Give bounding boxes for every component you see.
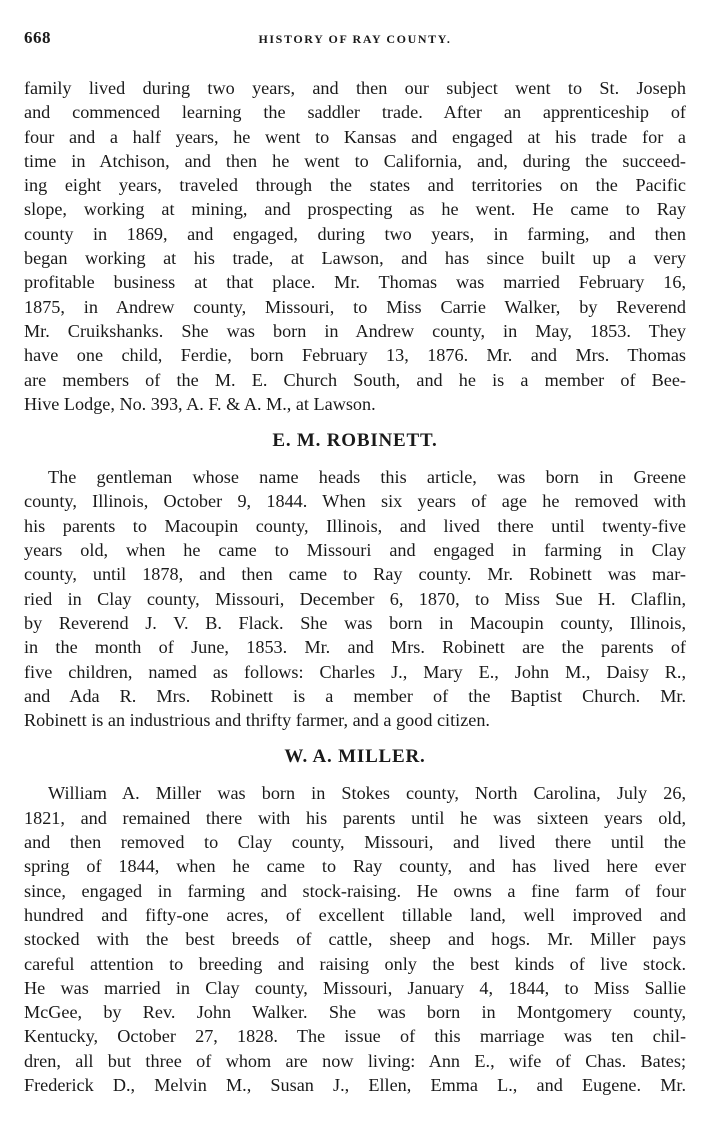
text-line: McGee, by Rev. John Walker. She was born in Montgomery county, [24, 1002, 686, 1023]
text-line: careful attention to breeding and raising only the best kinds of live stock. [24, 953, 686, 974]
text-line: spring of 1844, when he came to Ray county, and has lived here ever [24, 856, 686, 877]
text-line: county in 1869, and engaged, during two years, in farming, and then [24, 223, 686, 244]
text-line: and Ada R. Mrs. Robinett is a member of the Baptist Church. Mr. [24, 685, 686, 706]
thomas-biography [24, 76, 686, 416]
text-line: The gentleman whose name heads this article, was born in Greene [48, 467, 686, 488]
text-line: William A. Miller was born in Stokes county, North Carolina, July 26, [48, 783, 686, 804]
text-line: Robinett is an industrious and thrifty farmer, and a good citizen. [24, 710, 490, 731]
robinett-biography [24, 465, 686, 732]
page-number: 668 [24, 28, 51, 47]
text-line: began working at his trade, at Lawson, and has since built up a very [24, 248, 686, 269]
text-line: and then removed to Clay county, Missouri, and lived there until the [24, 832, 686, 853]
text-line: ried in Clay county, Missouri, December 6, 1870, to Miss Sue H. Claflin, [24, 588, 686, 609]
text-line: by Reverend J. V. B. Flack. She was born in Macoupin county, Illinois, [24, 612, 686, 633]
text-line: county, until 1878, and then came to Ray county. Mr. Robinett was mar- [24, 564, 686, 585]
text-line: 1821, and remained there with his parents until he was sixteen years old, [24, 807, 686, 828]
paragraph [24, 465, 686, 732]
text-line: his parents to Macoupin county, Illinois, and lived there until twenty-five [24, 515, 686, 536]
text-line: four and a half years, he went to Kansas and engaged at his trade for a [24, 126, 686, 147]
text-line: since, engaged in farming and stock-raising. He owns a fine farm of four [24, 880, 686, 901]
text-line: county, Illinois, October 9, 1844. When six years of age he removed with [24, 491, 686, 512]
text-line: have one child, Ferdie, born February 13, 1876. Mr. and Mrs. Thomas [24, 345, 686, 366]
text-line: 1875, in Andrew county, Missouri, to Miss Carrie Walker, by Reverend [24, 296, 686, 317]
text-line: He was married in Clay county, Missouri, January 4, 1844, to Miss Sallie [24, 977, 686, 998]
book-page [24, 0, 686, 1097]
running-head: HISTORY OF RAY COUNTY. [258, 32, 452, 46]
text-line: dren, all but three of whom are now living: Ann E., wife of Chas. Bates; [24, 1050, 686, 1071]
text-line: Mr. Cruikshanks. She was born in Andrew county, in May, 1853. They [24, 320, 686, 341]
text-line: hundred and fifty-one acres, of excellent tillable land, well improved and [24, 904, 686, 925]
section-heading-miller: W. A. MILLER. [284, 746, 426, 768]
text-line: Kentucky, October 27, 1828. The issue of this marriage was ten chil- [24, 1026, 686, 1047]
page-header [24, 0, 686, 62]
text-line: years old, when he came to Missouri and engaged in farming in Clay [24, 540, 686, 561]
paragraph [24, 76, 686, 416]
text-line: family lived during two years, and then our subject went to St. Joseph [24, 78, 686, 98]
text-line: in the month of June, 1853. Mr. and Mrs. Robinett are the parents of [24, 637, 686, 658]
text-line: are members of the M. E. Church South, and he is a member of Bee- [24, 369, 686, 390]
text-line: five children, named as follows: Charles J., Mary E., John M., Daisy R., [24, 661, 686, 682]
text-line: Frederick D., Melvin M., Susan J., Ellen, Emma L., and Eugene. Mr. [24, 1074, 686, 1095]
text-line: stocked with the best breeds of cattle, sheep and hogs. Mr. Miller pays [24, 929, 686, 950]
text-line: slope, working at mining, and prospecting as he went. He came to Ray [24, 199, 686, 220]
text-line: and commenced learning the saddler trade. After an apprenticeship of [24, 102, 686, 123]
paragraph [24, 781, 686, 1097]
miller-biography [24, 781, 686, 1097]
text-line: ing eight years, traveled through the states and territories on the Pacific [24, 175, 686, 196]
text-line: Hive Lodge, No. 393, A. F. & A. M., at Lawson. [24, 393, 376, 414]
text-line: time in Atchison, and then he went to California, and, during the succeed- [24, 150, 686, 171]
text-line: profitable business at that place. Mr. Thomas was married February 16, [24, 272, 686, 293]
section-heading-robinett: E. M. ROBINETT. [272, 430, 438, 452]
